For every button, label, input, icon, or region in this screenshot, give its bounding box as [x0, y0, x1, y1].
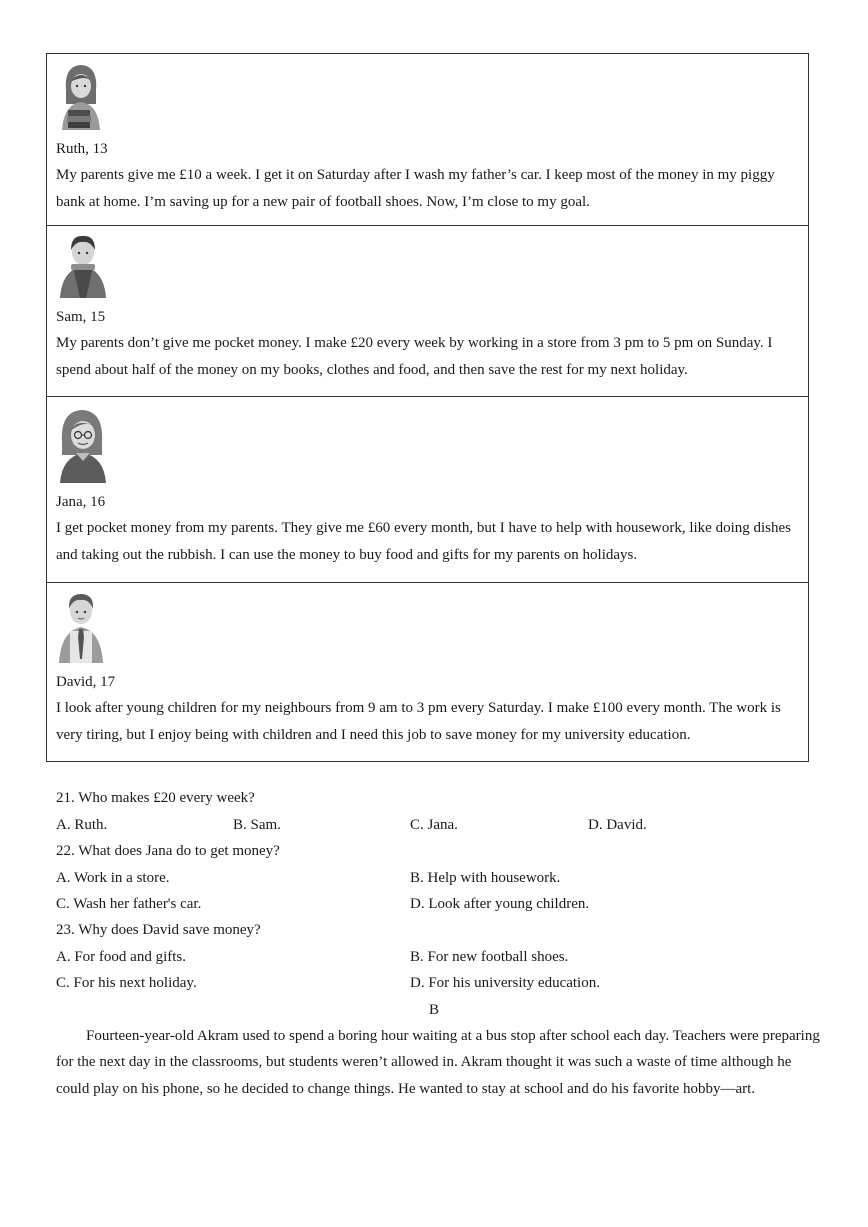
- profile-name: David, 17: [56, 674, 116, 690]
- profile-name: Ruth, 13: [56, 141, 108, 157]
- question-23: 23. Why does David save money?: [56, 922, 261, 938]
- girl-with-glasses-icon: [56, 403, 108, 483]
- section-label: B: [428, 1002, 439, 1018]
- profile-text: I look after young children for my neighbours from 9 am to 3 pm every Saturday. I make £100 every month. The work is very tiring, but I enjoy being with children and I need this job to save money for my university education.: [56, 700, 781, 743]
- q23-option-a[interactable]: A. For food and gifts.: [56, 949, 186, 965]
- profiles-table: [46, 53, 809, 762]
- profile-name: Sam, 15: [56, 309, 106, 325]
- q21-option-a[interactable]: A. Ruth.: [56, 817, 108, 833]
- q22-option-c[interactable]: C. Wash her father's car.: [56, 896, 202, 912]
- q21-option-c[interactable]: C. Jana.: [410, 817, 458, 833]
- profile-cell-sam: [47, 225, 808, 396]
- profile-cell-jana: [47, 396, 808, 582]
- reading-passage: Fourteen-year-old Akram used to spend a boring hour waiting at a bus stop after school each day. Teachers were preparing for the next day in the classrooms, but students weren’t allowed in. Akram thought it was such a waste of time although he could play on his phone, so he decided to change things. He wanted to stay at school and do his favorite hobby—art.: [56, 1028, 820, 1097]
- question-21: 21. Who makes £20 every week?: [56, 790, 255, 806]
- q23-option-d[interactable]: D. For his university education.: [410, 975, 600, 991]
- profile-name: Jana, 16: [56, 494, 106, 510]
- profile-text: My parents don’t give me pocket money. I make £20 every week by working in a store from 3 pm to 5 pm on Sunday. I spend about half of the money on my books, clothes and food, and then save the rest for my next holiday.: [56, 335, 773, 378]
- q23-option-c[interactable]: C. For his next holiday.: [56, 975, 197, 991]
- q23-option-b[interactable]: B. For new football shoes.: [410, 949, 569, 965]
- question-22: 22. What does Jana do to get money?: [56, 843, 280, 859]
- profile-cell-david: [47, 582, 808, 761]
- q21-option-d[interactable]: D. David.: [588, 817, 647, 833]
- profile-cell-ruth: [47, 54, 808, 225]
- boy-with-tie-icon: [56, 589, 106, 663]
- girl-with-books-icon: [56, 60, 106, 130]
- q22-option-a[interactable]: A. Work in a store.: [56, 870, 170, 886]
- q22-option-d[interactable]: D. Look after young children.: [410, 896, 590, 912]
- q22-option-b[interactable]: B. Help with housework.: [410, 870, 561, 886]
- profile-text: I get pocket money from my parents. They give me £60 every month, but I have to help with housework, like doing dishes and taking out the rubbish. I can use the money to buy food and gifts for my parents on holidays.: [56, 520, 791, 563]
- profile-text: My parents give me £10 a week. I get it on Saturday after I wash my father’s car. I keep most of the money in my piggy bank at home. I’m saving up for a new pair of football shoes. Now, I’m close to my goal.: [56, 167, 775, 210]
- boy-with-scarf-icon: [56, 232, 110, 298]
- q21-option-b[interactable]: B. Sam.: [233, 817, 281, 833]
